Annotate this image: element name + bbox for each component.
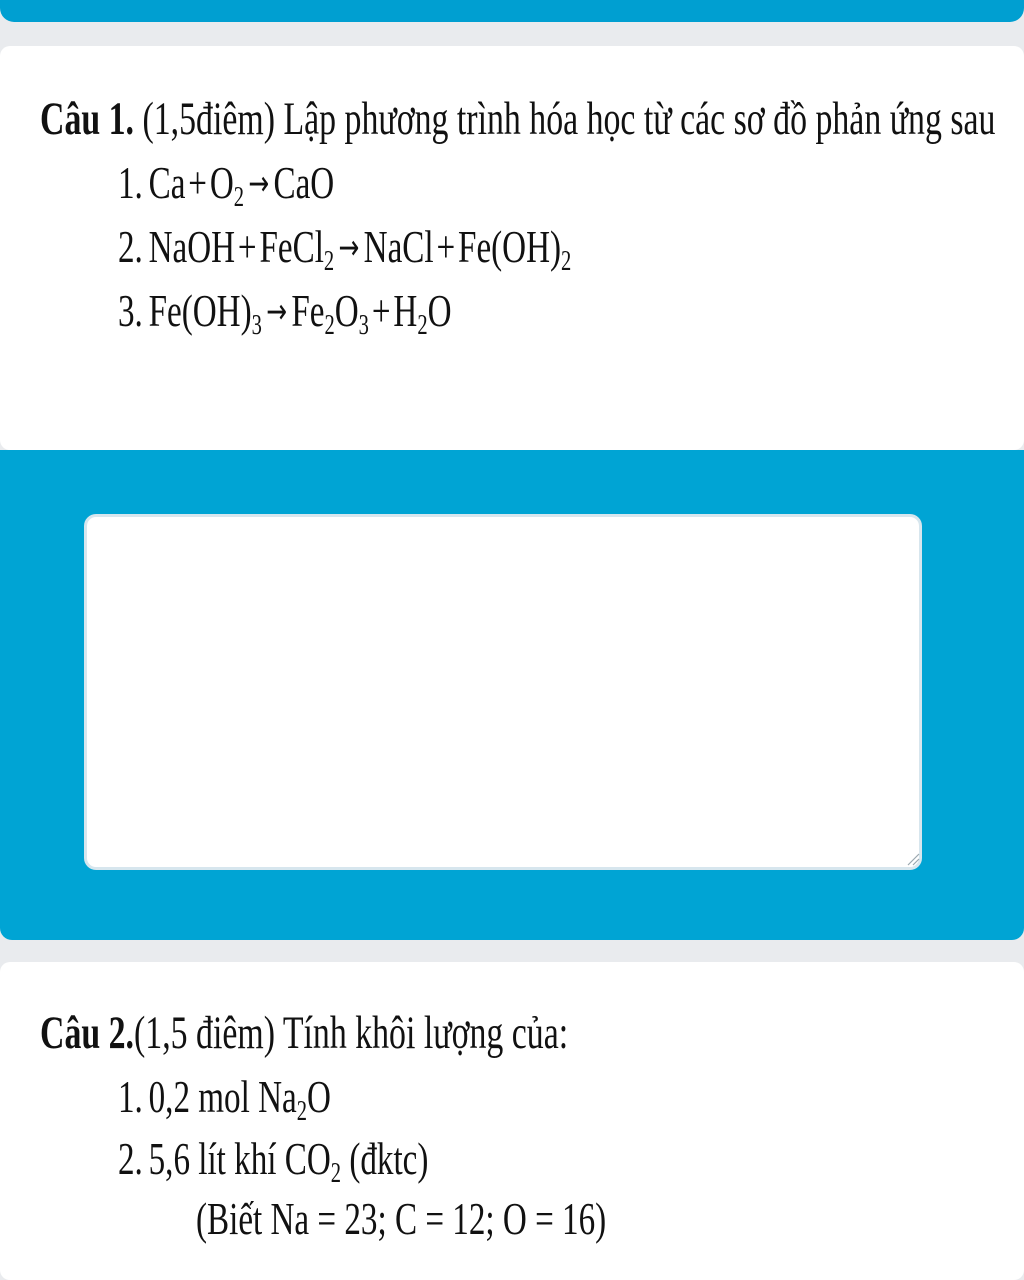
question-2-text: (1,5 điêm) Tính khôi lượng của: [134, 1007, 569, 1059]
reaction-3-product-2: H [393, 285, 418, 336]
plus-sign: + [237, 221, 257, 272]
reaction-1-product-1: CaO [273, 157, 335, 208]
reaction-2-product-2: Fe(OH) [458, 221, 562, 272]
item-1-number: 1. [118, 1071, 143, 1122]
subscript: 2 [233, 181, 245, 213]
question-1-text: (1,5điêm) Lập phương trình hóa học từ các sơ đồ phản ứng sau [134, 93, 996, 145]
answer-textarea[interactable] [84, 514, 922, 870]
item-2-suffix: (đktc) [341, 1133, 429, 1184]
subscript: 3 [251, 309, 262, 341]
reaction-arrow-icon: → [338, 228, 360, 269]
atomic-mass-note [196, 1193, 607, 1244]
question-2-label: Câu 2. [40, 1007, 135, 1059]
reaction-1-reactant-1: Ca [148, 157, 186, 208]
question-2-item-1 [118, 1071, 331, 1127]
reaction-3-product-1: Fe [291, 285, 325, 336]
subscript: 2 [417, 309, 428, 341]
reaction-3-reactant-1: Fe(OH) [148, 285, 252, 336]
reaction-1-number: 1. [118, 157, 143, 208]
reaction-3-product-2-part-2: O [427, 285, 452, 336]
question-2-heading [40, 1007, 569, 1059]
question-2-item-2 [118, 1133, 429, 1189]
item-2-prefix: 5,6 lít khí [148, 1133, 285, 1184]
question-1-heading [40, 93, 996, 145]
reaction-3 [118, 285, 452, 341]
subscript: 2 [561, 245, 572, 277]
reaction-2-reactant-1: NaOH [148, 221, 236, 272]
reaction-arrow-icon: → [266, 292, 288, 333]
top-accent-bar [0, 0, 1024, 22]
item-2-number: 2. [118, 1133, 143, 1184]
reaction-2-reactant-2: FeCl [259, 221, 324, 272]
reaction-1-reactant-2: O [209, 157, 234, 208]
atomic-mass-note-text: (Biết Na = 23; C = 12; O = 16) [196, 1193, 607, 1244]
subscript: 3 [358, 309, 369, 341]
item-2-formula: CO [284, 1133, 331, 1184]
reaction-arrow-icon: → [248, 164, 270, 205]
question-1-label: Câu 1. [40, 93, 135, 145]
item-1-prefix: 0,2 mol [148, 1071, 259, 1122]
plus-sign: + [436, 221, 456, 272]
reaction-2-number: 2. [118, 221, 143, 272]
reaction-3-number: 3. [118, 285, 143, 336]
plus-sign: + [188, 157, 207, 208]
reaction-3-product-1-part-2: O [334, 285, 359, 336]
subscript: 2 [296, 1095, 307, 1127]
subscript: 2 [330, 1157, 342, 1189]
subscript: 2 [324, 309, 335, 341]
item-1-formula-tail: O [306, 1071, 331, 1122]
reaction-2-product-1: NaCl [363, 221, 434, 272]
plus-sign: + [371, 285, 391, 336]
reaction-2 [118, 221, 572, 277]
reaction-1 [118, 157, 335, 213]
subscript: 2 [323, 245, 335, 277]
item-1-formula: Na [258, 1071, 297, 1122]
